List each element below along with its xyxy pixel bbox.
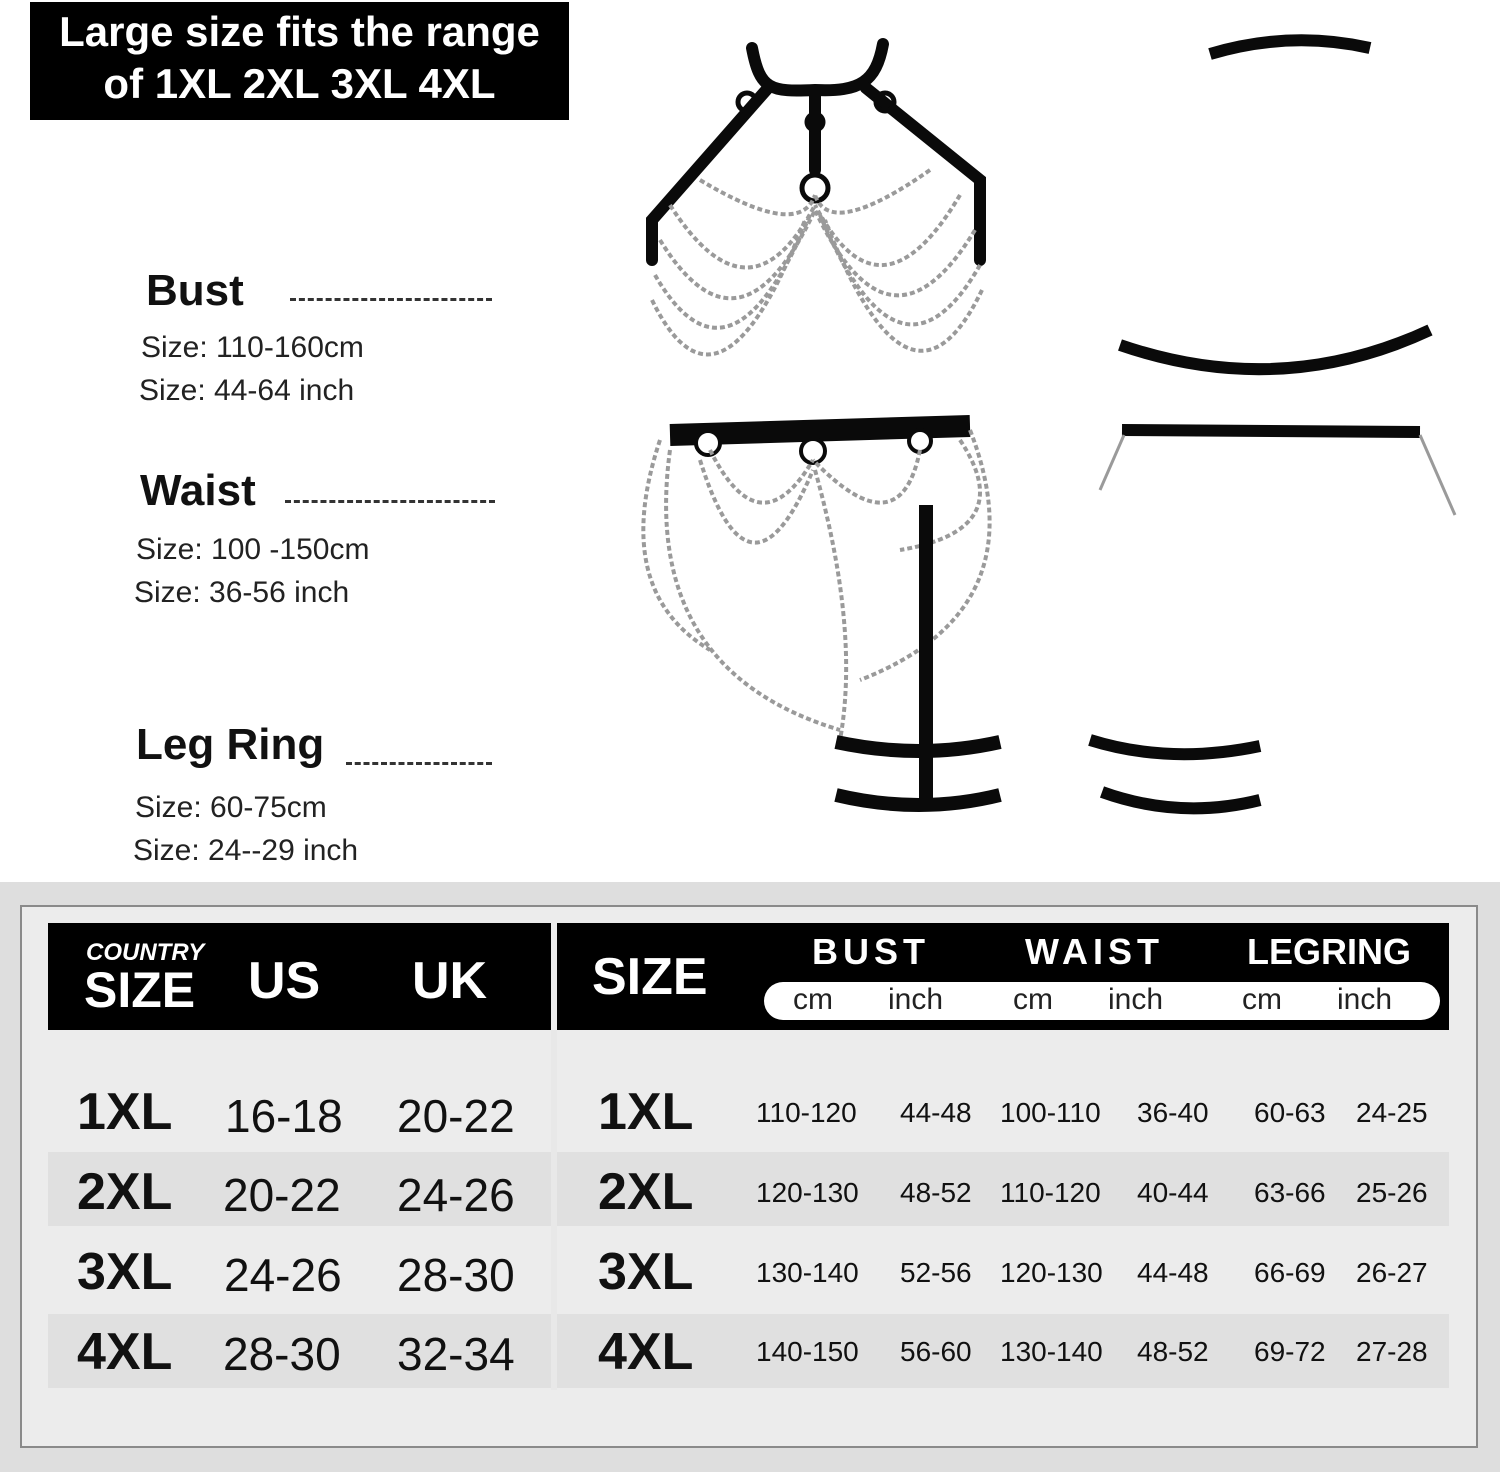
row-size-left: 4XL [77, 1323, 173, 1381]
bust-dash-line [290, 298, 492, 301]
waist-cm: Size: 100 -150cm [136, 533, 370, 566]
country-size-header [48, 923, 551, 1030]
row-waist-inch: 40-44 [1137, 1177, 1209, 1208]
header-waist: WAIST [1025, 931, 1164, 972]
row-leg-cm: 60-63 [1254, 1097, 1326, 1128]
header-size-right: SIZE [592, 948, 708, 1006]
row-us: 16-18 [225, 1090, 343, 1142]
bust-inch-unit: inch [888, 983, 944, 1016]
leg-ring-inch: Size: 24--29 inch [133, 834, 359, 867]
row-leg-inch: 26-27 [1356, 1257, 1428, 1288]
header-legring: LEGRING [1247, 931, 1412, 972]
row-size-right: 2XL [598, 1163, 694, 1221]
banner-line-1: Large size fits the range [59, 8, 540, 55]
harness-illustration [600, 30, 1480, 880]
row-us: 20-22 [223, 1169, 341, 1221]
header-us: US [248, 952, 321, 1010]
row-leg-inch: 25-26 [1356, 1177, 1428, 1208]
row-size-right: 4XL [598, 1323, 694, 1381]
row-size-left: 2XL [77, 1163, 173, 1221]
legring-inch-unit: inch [1337, 983, 1393, 1016]
row-size-left: 3XL [77, 1243, 173, 1301]
header-uk: UK [412, 952, 488, 1010]
waist-inch: Size: 36-56 inch [134, 576, 350, 609]
row-size-right: 3XL [598, 1243, 694, 1301]
row-uk: 28-30 [397, 1249, 515, 1301]
header-size-left: SIZE [84, 962, 196, 1018]
leg-ring-dash-line [346, 762, 492, 765]
waist-label: Waist [140, 466, 256, 515]
row-leg-inch: 27-28 [1356, 1336, 1428, 1367]
bust-inch: Size: 44-64 inch [139, 374, 355, 407]
waist-inch-unit: inch [1108, 983, 1164, 1016]
row-bust-cm: 110-120 [756, 1097, 857, 1128]
header-bust: BUST [812, 931, 930, 972]
bust-cm-unit: cm [793, 983, 833, 1016]
row-waist-inch: 44-48 [1137, 1257, 1209, 1288]
leg-ring-cm: Size: 60-75cm [135, 791, 327, 824]
row-bust-inch: 44-48 [900, 1097, 972, 1128]
row-bust-cm: 120-130 [756, 1177, 859, 1208]
waist-cm-unit: cm [1013, 983, 1053, 1016]
row-leg-cm: 66-69 [1254, 1257, 1326, 1288]
leg-ring-label: Leg Ring [136, 720, 325, 769]
row-leg-cm: 69-72 [1254, 1336, 1326, 1367]
row-leg-inch: 24-25 [1356, 1097, 1428, 1128]
row-waist-cm: 100-110 [1000, 1097, 1101, 1128]
bust-cm: Size: 110-160cm [141, 331, 364, 364]
row-waist-cm: 120-130 [1000, 1257, 1103, 1288]
row-uk: 32-34 [397, 1328, 515, 1380]
row-bust-cm: 140-150 [756, 1336, 859, 1367]
row-waist-inch: 36-40 [1137, 1097, 1209, 1128]
row-waist-cm: 110-120 [1000, 1177, 1101, 1208]
row-leg-cm: 63-66 [1254, 1177, 1326, 1208]
size-range-banner [30, 2, 569, 120]
legring-cm-unit: cm [1242, 983, 1282, 1016]
row-waist-cm: 130-140 [1000, 1336, 1103, 1367]
table-divider [551, 1030, 557, 1390]
bust-label: Bust [146, 266, 244, 315]
row-bust-cm: 130-140 [756, 1257, 859, 1288]
waist-dash-line [285, 500, 495, 503]
row-uk: 20-22 [397, 1090, 515, 1142]
row-waist-inch: 48-52 [1137, 1336, 1209, 1367]
row-us: 28-30 [223, 1328, 341, 1380]
header-country: COUNTRY [86, 939, 205, 966]
row-size-right: 1XL [598, 1083, 694, 1141]
row-us: 24-26 [224, 1249, 342, 1301]
row-bust-inch: 48-52 [900, 1177, 972, 1208]
row-size-left: 1XL [77, 1083, 173, 1141]
row-bust-inch: 56-60 [900, 1336, 972, 1367]
row-bust-inch: 52-56 [900, 1257, 972, 1288]
row-uk: 24-26 [397, 1169, 515, 1221]
banner-line-2: of 1XL 2XL 3XL 4XL [103, 60, 496, 107]
